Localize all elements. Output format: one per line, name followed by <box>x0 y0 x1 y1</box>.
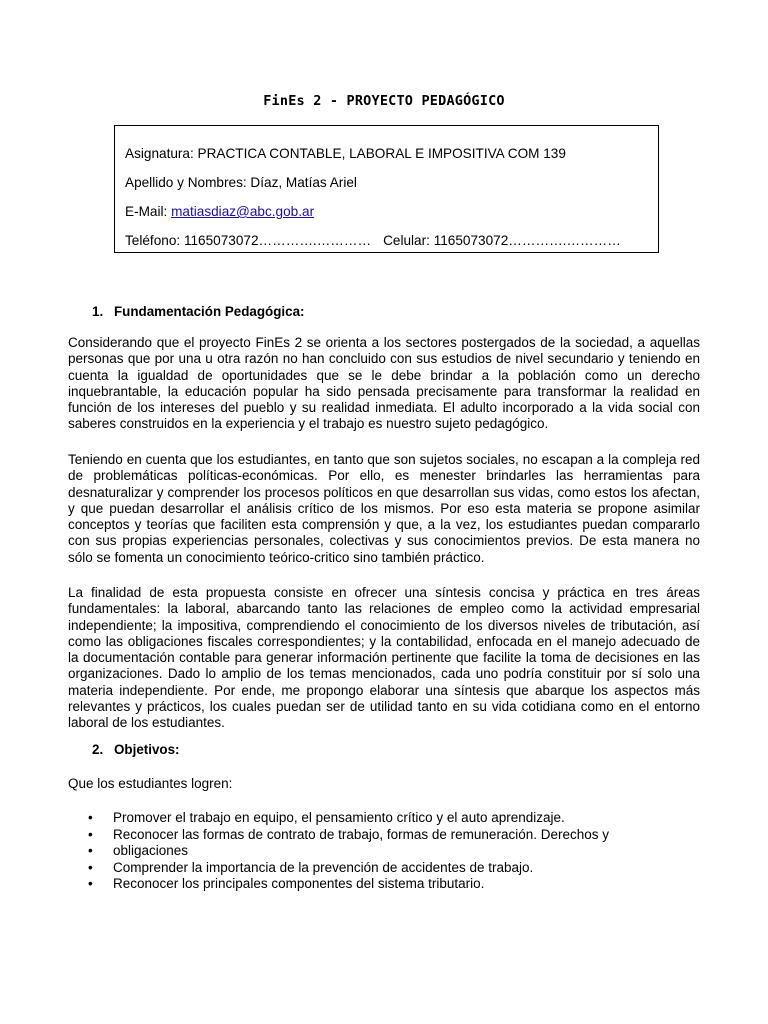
phone-line <box>125 233 621 248</box>
objectives-intro: Que los estudiantes logren: <box>68 776 233 791</box>
email-line <box>125 204 314 219</box>
bullet-icon: • <box>88 876 93 891</box>
list-item <box>88 876 688 893</box>
paragraph: Considerando que el proyecto FinEs 2 se orienta a los sectores postergados de la sociedad, a aquellas personas que por una u otra razón no han concluido con sus estudios de nivel secundario y teniendo en cuenta la igualdad de oportunidades que se le debe brindar a la población como un derecho inquebrantable, la educación popular ha sido pensada precisamente para transformar la realidad en función de los intereses del pueblo y su realidad inmediata. El adulto incorporado a la vida social con saberes construidos en la experiencia y el trabajo es nuestro sujeto pedagógico. <box>68 335 700 432</box>
section-number: 2. <box>92 742 104 757</box>
section-heading-objetivos <box>92 742 179 757</box>
document-title: FinEs 2 - PROYECTO PEDAGÓGICO <box>263 93 505 109</box>
bullet-icon: • <box>88 859 93 875</box>
email-label: E-Mail: <box>125 204 172 219</box>
paragraph: La finalidad de esta propuesta consiste en ofrecer una síntesis concisa y práctica en tres áreas fundamentales: la laboral, abarcando tanto las relaciones de empleo como la actividad empresarial independiente; la impositiva, comprendiendo el conocimiento de los diversos niveles de tributación, así como las obligaciones fiscales correspondientes; y la contabilidad, enfocada en el manejo adecuado de la documentación contable para generar información pertinente que facilite la toma de decisiones en las organizaciones. Dado lo amplio de los temas mencionados, cada uno podría constituir por sí solo una materia independiente. Por ende, me propongo elaborar una síntesis que abarque los aspectos más relevantes y prácticos, los cuales puedan ser de utilidad tanto en su vida cotidiana como en el entorno laboral de los estudiantes. <box>68 585 700 731</box>
list-item <box>88 810 688 827</box>
paragraph: Teniendo en cuenta que los estudiantes, en tanto que son sujetos sociales, no escapan a la compleja red de problemáticas políticas-económicas. Por ello, es menester brindarles las herramientas para desnaturalizar y comprender los procesos políticos en que desarrollan sus vidas, como estos los afectan, y que puedan desarrollar el análisis crítico de los mismos. Por eso esta materia se propone asimilar conceptos y teorías que faciliten esta comprensión y que, a la vez, los estudiantes puedan compararlo con sus propias experiencias personales, colectivas y sus conocimientos previos. De esta manera no sólo se fomenta un conocimiento teórico-critico sino también práctico. <box>68 452 700 565</box>
list-item <box>88 843 688 860</box>
list-item-text: Promover el trabajo en equipo, el pensamiento crítico y el auto aprendizaje. <box>113 810 565 825</box>
bullet-icon: • <box>88 826 93 842</box>
subject-line: Asignatura: PRACTICA CONTABLE, LABORAL E IMPOSITIVA COM 139 <box>125 146 566 161</box>
list-item-text: Comprender la importancia de la prevención de accidentes de trabajo. <box>113 859 534 875</box>
student-info-box <box>114 125 659 253</box>
objectives-list <box>88 810 688 893</box>
phone-text: Teléfono: 1165073072………….………… <box>125 233 372 248</box>
section-title: Fundamentación Pedagógica: <box>114 304 305 319</box>
bullet-icon: • <box>88 843 93 858</box>
list-item <box>88 860 688 877</box>
email-link[interactable]: matiasdiaz@abc.gob.ar <box>171 204 315 219</box>
cellphone-text: Celular: 1165073072………….………… <box>383 233 621 248</box>
list-item <box>88 827 688 844</box>
list-item-text: obligaciones <box>113 843 189 858</box>
name-line: Apellido y Nombres: Díaz, Matías Ariel <box>125 175 357 190</box>
section-title: Objetivos: <box>114 742 180 757</box>
list-item-text: Reconocer los principales componentes del sistema tributario. <box>113 876 485 891</box>
section-number: 1. <box>92 304 104 319</box>
section-heading-fundamentacion <box>92 304 304 319</box>
bullet-icon: • <box>88 810 93 825</box>
list-item-text: Reconocer las formas de contrato de trabajo, formas de remuneración. Derechos y <box>113 826 609 842</box>
